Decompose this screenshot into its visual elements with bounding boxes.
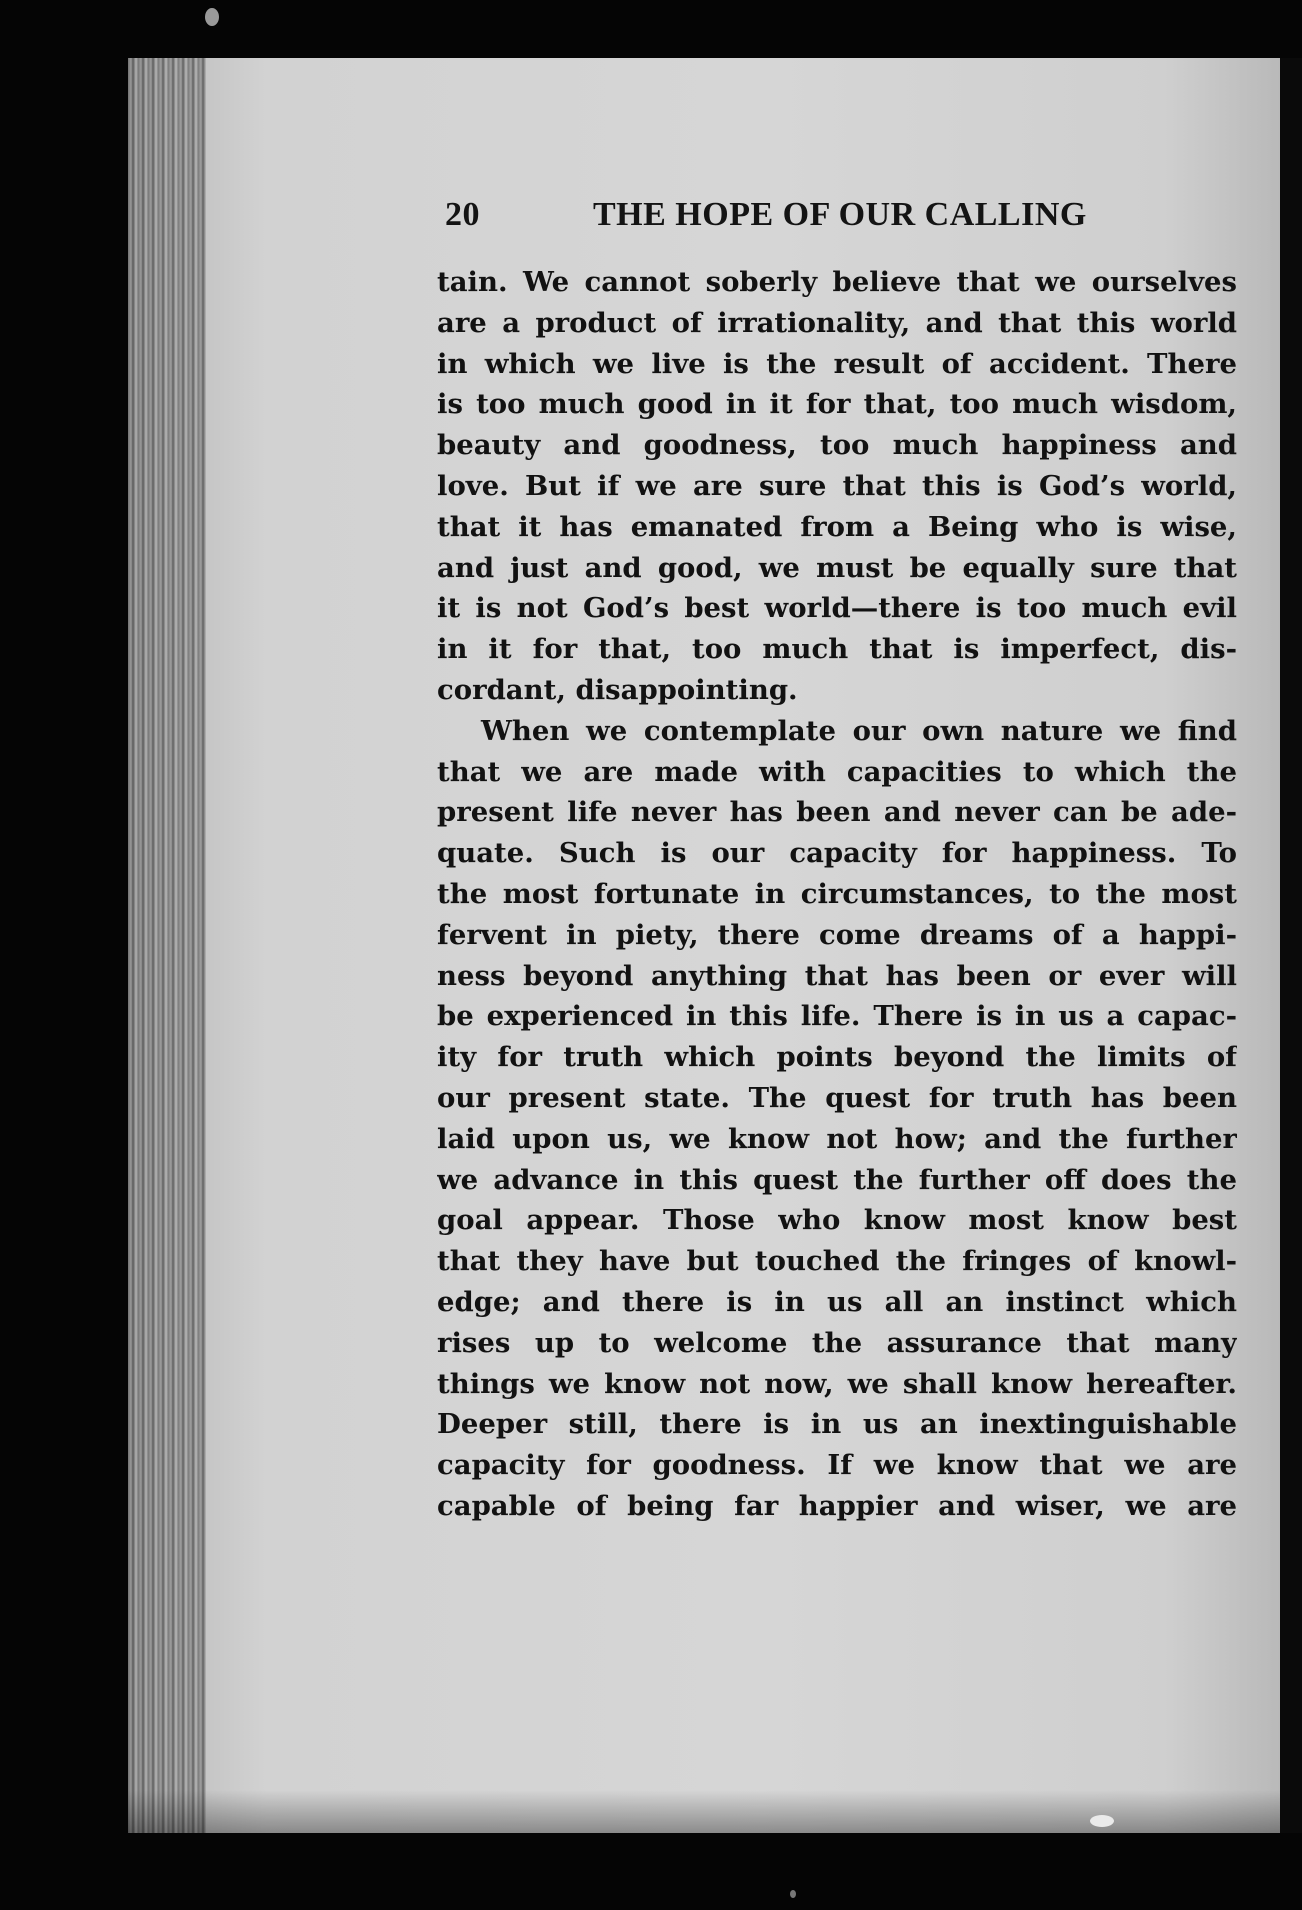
text-line: ness beyond anything that has been or ever will xyxy=(437,959,1237,992)
text-line: cordant, disappointing. xyxy=(437,673,798,706)
text-line: the most fortunate in circumstances, to the most xyxy=(437,877,1237,910)
text-line: is too much good in it for that, too much wisdom, xyxy=(437,388,1237,421)
text-line: goal appear. Those who know most know best xyxy=(437,1204,1237,1237)
text-line: and just and good, we must be equally sure that xyxy=(437,551,1237,584)
text-line: in it for that, too much that is imperfect, dis- xyxy=(437,633,1237,666)
body-text xyxy=(437,262,1237,1527)
text-line: things we know not now, we shall know hereafter. xyxy=(437,1367,1237,1400)
text-line: that it has emanated from a Being who is wise, xyxy=(437,510,1237,543)
text-line: ity for truth which points beyond the limits of xyxy=(437,1041,1237,1074)
page-header xyxy=(445,196,1105,236)
page-bottom-shadow xyxy=(128,1790,1280,1833)
text-line: tain. We cannot soberly believe that we ourselves xyxy=(437,266,1237,298)
book-binding-edge xyxy=(128,58,206,1833)
text-line: laid upon us, we know not how; and the further xyxy=(437,1122,1237,1155)
text-line: When we contemplate our own nature we find xyxy=(481,714,1237,747)
text-line: we advance in this quest the further off does the xyxy=(437,1163,1237,1196)
text-line: that they have but touched the fringes of knowl- xyxy=(437,1245,1237,1278)
text-line: fervent in piety, there come dreams of a happi- xyxy=(437,918,1237,951)
page-right-shadow xyxy=(1280,58,1302,1833)
text-line: edge; and there is in us all an instinct which xyxy=(437,1285,1237,1318)
text-line: our present state. The quest for truth has been xyxy=(437,1081,1237,1114)
scan-speck xyxy=(205,8,219,26)
text-line: present life never has been and never can be ade- xyxy=(437,796,1237,829)
page-number: 20 xyxy=(445,196,480,233)
text-line: love. But if we are sure that this is God’s world, xyxy=(437,469,1237,502)
text-line: be experienced in this life. There is in us a capac- xyxy=(437,1000,1237,1033)
text-line: Deeper still, there is in us an inextinguishable xyxy=(437,1408,1237,1441)
text-line: capable of being far happier and wiser, we are xyxy=(437,1489,1237,1522)
text-line: it is not God’s best world—there is too much evil xyxy=(437,592,1237,625)
text-line: rises up to welcome the assurance that many xyxy=(437,1326,1237,1359)
text-line: in which we live is the result of accident. There xyxy=(437,347,1237,380)
text-line: beauty and goodness, too much happiness and xyxy=(437,429,1237,462)
scan-speck xyxy=(790,1890,796,1898)
text-line: that we are made with capacities to which the xyxy=(437,755,1237,788)
text-line: capacity for goodness. If we know that we are xyxy=(437,1449,1237,1482)
text-line: quate. Such is our capacity for happiness. To xyxy=(437,837,1237,870)
running-head: THE HOPE OF OUR CALLING xyxy=(593,196,1087,233)
scan-speck xyxy=(1090,1815,1114,1827)
text-line: are a product of irrationality, and that this world xyxy=(437,306,1237,339)
